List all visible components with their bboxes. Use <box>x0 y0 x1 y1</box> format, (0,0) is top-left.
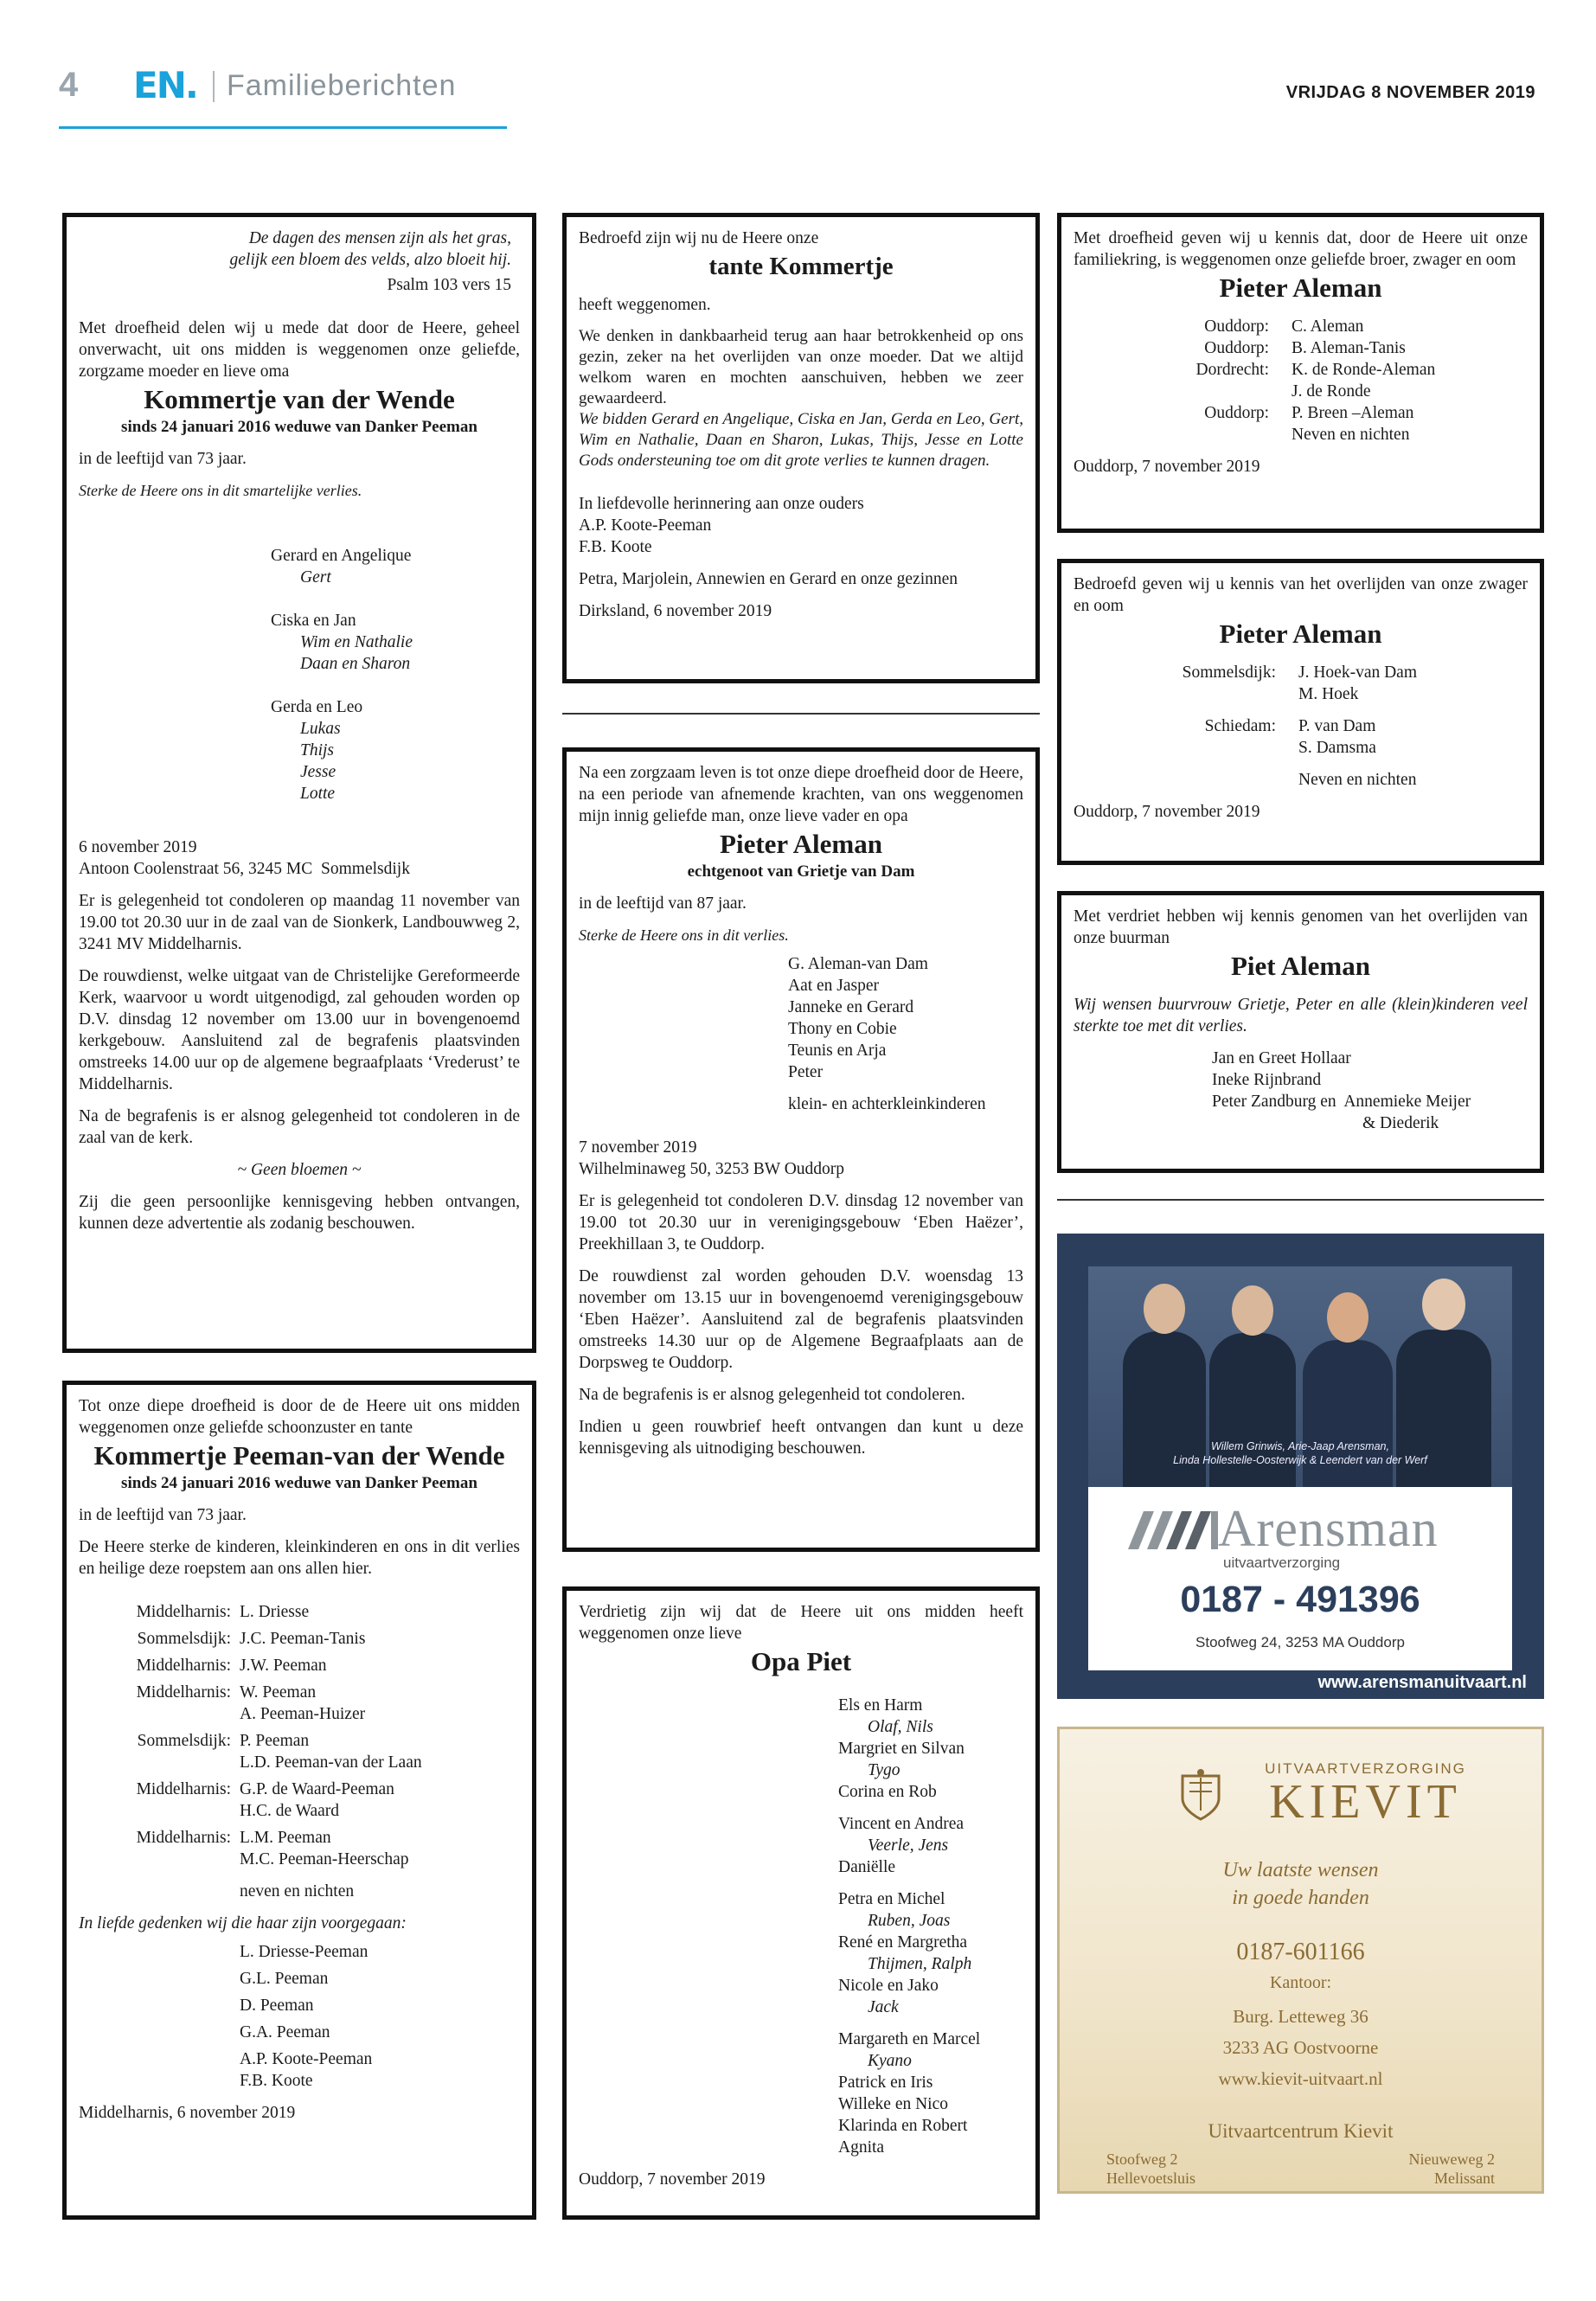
family-line: Thijs <box>300 741 335 760</box>
memory-line: F.B. Koote <box>579 538 652 556</box>
kievit-advertisement[interactable] <box>1057 1727 1544 2194</box>
notice-date: 7 november 2019 <box>579 1138 697 1157</box>
notice-intro: Bedroefd geven wij u kennis van het overlijden van onze zwager en oom <box>1074 575 1528 615</box>
condolence-info: Er is gelegenheid tot condoleren D.V. dinsdag 12 november van 19.00 tot 20.30 uur in verenigingsgebouw ‘Eben Haëzer’, Preekhillaan 3, te Ouddorp. <box>579 1192 1023 1253</box>
family-list <box>79 545 520 804</box>
age-line: in de leeftijd van 73 jaar. <box>79 450 247 468</box>
notice-place-date: Dirksland, 6 november 2019 <box>579 602 772 620</box>
service-info: De rouwdienst zal worden gehouden D.V. woensdag 13 november om 13.15 uur in bovengenoemd verenigingsgebouw ‘Eben Haëzer’. Aansluitend zal de begrafenis plaatsvinden omstreeks 14.30 uur op de Algemene Begraafplaats aan de Dorpsweg te Ouddorp. <box>579 1267 1023 1372</box>
ad-website-link[interactable]: www.kievit-uitvaart.nl <box>1218 2068 1383 2089</box>
header-rule <box>59 126 507 129</box>
ad-street: Burg. Letteweg 36 <box>1233 2006 1368 2027</box>
relatives-table: Sommelsdijk: J. Hoek-van Dam M. Hoek Schiedam: P. van Dam S. Damsma Neven en nichten <box>1182 663 1418 789</box>
notice-date: 6 november 2019 <box>79 838 197 856</box>
after-funeral-info: Na de begrafenis is er alsnog gelegenheid tot condoleren. <box>579 1386 965 1404</box>
memory-line: In liefdevolle herinnering aan onze ouders <box>579 495 864 513</box>
newspaper-logo[interactable]: EN. <box>133 64 197 106</box>
wish-text: Wij wensen buurvrouw Grietje, Peter en alle (klein)kinderen veel sterkte toe met dit verlies. <box>1074 996 1528 1035</box>
deceased-subtitle: echtgenoot van Grietje van Dam <box>687 862 915 881</box>
ad-website-link[interactable]: www.arensmanuitvaart.nl <box>1317 1673 1527 1692</box>
signers: Petra, Marjolein, Annewien en Gerard en onze gezinnen <box>579 570 958 588</box>
notice-place-date: Ouddorp, 7 november 2019 <box>1074 458 1260 476</box>
deceased-name: Piet Aleman <box>1231 951 1370 981</box>
deceased-name: Pieter Aleman <box>1219 619 1382 649</box>
predeceased-list: L. Driesse-Peeman G.L. Peeman D. Peeman G.A. Peeman A.P. Koote-Peeman F.B. Koote <box>240 1943 373 2090</box>
header-divider <box>213 71 215 102</box>
deceased-name: Opa Piet <box>750 1646 852 1676</box>
relatives-table: Middelharnis: L. Driesse Sommelsdijk: J.C. Peeman-Tanis Middelharnis: J.W. Peeman Middelharnis: W. Peeman A. Peeman-Huizer Sommelsdijk: P. Peeman L.D. Peeman-van der Laan Middelharnis: G.P. de Waard-Peeman H.C. de Waard Middelharnis: L.M. Peeman M.C. Peeman-Heerschap neven en nichten <box>136 1603 422 1900</box>
notice-pieter-aleman-uncle <box>1057 559 1544 865</box>
arensman-advertisement[interactable] <box>1057 1234 1544 1699</box>
no-flowers: ~ Geen bloemen ~ <box>237 1161 362 1179</box>
deceased-name: tante Kommertje <box>708 253 894 280</box>
notice-intro: Tot onze diepe droefheid is door de de Heere uit ons midden weggenomen onze geliefde schoonzuster en tante <box>79 1397 520 1437</box>
deceased-name: Pieter Aleman <box>720 829 882 859</box>
ad-centre-name: Uitvaartcentrum Kievit <box>1208 2120 1394 2142</box>
family-line: Ciska en Jan <box>271 612 356 630</box>
notice-intro: Bedroefd zijn wij nu de Heere onze <box>579 229 819 247</box>
ad-slogan-1: Uw laatste wensen <box>1222 1859 1379 1881</box>
page-number: 4 <box>59 66 79 104</box>
ad-brand: Arensman <box>1218 1500 1439 1557</box>
notice-address: Wilhelminaweg 50, 3253 BW Ouddorp <box>579 1160 845 1178</box>
notice-kommertje-peeman <box>62 1381 536 2220</box>
family-line: Jesse <box>300 763 337 781</box>
after-funeral-info: Na de begrafenis is er alsnog gelegenheid tot condoleren in de zaal van de kerk. <box>79 1107 520 1147</box>
notice-intro: Met droefheid delen wij u mede dat door de Heere, geheel onverwacht, uit ons midden is weggenomen onze geliefde, zorgzame moeder en lieve oma <box>79 319 520 381</box>
ad-slogan-2: in goede handen <box>1232 1887 1369 1909</box>
family-line: Gerard en Angelique <box>271 547 412 565</box>
ad-kicker: UITVAARTVERZORGING <box>1265 1760 1466 1777</box>
prayer-text: We bidden Gerard en Angelique, Ciska en Jan, Gerda en Leo, Gert, Wim en Nathalie, Daan en Sharon, Lukas, Thijs, Jesse en Lotte Gods ondersteuning toe om dit grote verlies te kunnen dragen. <box>579 410 1023 470</box>
notice-line: heeft weggenomen. <box>579 296 711 314</box>
notice-address: Antoon Coolenstraat 56, 3245 MC Sommelsdijk <box>79 860 410 878</box>
column-divider <box>562 713 1040 715</box>
issue-date: VRIJDAG 8 NOVEMBER 2019 <box>1285 83 1535 102</box>
ad-city: 3233 AG Oostvoorne <box>1222 2037 1379 2058</box>
notice-kommertje-van-der-wende <box>62 213 536 1353</box>
ad-phone[interactable]: 0187 - 491396 <box>1180 1579 1420 1620</box>
ad-panel <box>1088 1487 1512 1670</box>
notice-pieter-aleman-spouse <box>562 747 1040 1552</box>
ad-address: Stoofweg 24, 3253 MA Ouddorp <box>1195 1634 1405 1650</box>
notice-opa-piet <box>562 1586 1040 2220</box>
condolence-info: Er is gelegenheid tot condoleren op maandag 11 november van 19.00 tot 20.30 uur in de zaal van de Sionkerk, Landbouwweg 2, 3241 MV Middelharnis. <box>79 892 520 953</box>
ad-brand: KIEVIT <box>1269 1775 1462 1829</box>
closing-note: Zij die geen persoonlijke kennisgeving hebben ontvangen, kunnen deze advertentie als zodanig beschouwen. <box>79 1193 520 1233</box>
deceased-name: Kommertje van der Wende <box>144 384 455 414</box>
closing-note: Indien u geen rouwbrief heeft ontvangen dan kunt u deze kennisgeving als uitnodiging beschouwen. <box>579 1418 1023 1458</box>
signers: Jan en Greet Hollaar Ineke Rijnbrand Peter Zandburg en Annemieke Meijer & Diederik <box>1212 1049 1471 1132</box>
family-line: Lotte <box>300 785 336 803</box>
notice-place-date: Ouddorp, 7 november 2019 <box>579 2170 766 2189</box>
section-title: Familieberichten <box>227 69 457 102</box>
gratitude-text: We denken in dankbaarheid terug aan haar betrokkenheid op ons gezin, zeker na het overlijden van onze moeder. Dat we altijd welkom waren en mochten aanschuiven, hebben we zeer gewaardeerd. <box>579 327 1023 407</box>
prayer-line: Sterke de Heere ons in dit verlies. <box>579 926 789 944</box>
ad-phone[interactable]: 0187-601166 <box>1236 1939 1365 1965</box>
notice-piet-aleman-neighbour <box>1057 891 1544 1173</box>
verse-line-2: gelijk een bloem des velds, alzo bloeit hij. <box>229 251 511 269</box>
family-list: G. Aleman-van Dam Aat en Jasper Janneke en Gerard Thony en Cobie Teunis en Arja Peter klein- en achterkleinkinderen <box>788 955 986 1113</box>
photo-caption: Willem Grinwis, Arie-Jaap Arensman, Linda Hollestelle-Oosterwijk & Leendert van der Werf <box>1173 1440 1427 1466</box>
age-line: in de leeftijd van 73 jaar. <box>79 1506 247 1524</box>
family-line: Daan en Sharon <box>300 655 411 673</box>
verse-reference: Psalm 103 vers 15 <box>387 276 511 294</box>
notice-pieter-aleman-brother <box>1057 213 1544 533</box>
deceased-subtitle: sinds 24 januari 2016 weduwe van Danker Peeman <box>121 1474 478 1492</box>
ad-brand-subtitle: uitvaartverzorging <box>1223 1554 1341 1571</box>
deceased-name: Kommertje Peeman-van der Wende <box>93 1440 505 1471</box>
family-line: Wim en Nathalie <box>300 633 413 651</box>
service-info: De rouwdienst, welke uitgaat van de Christelijke Gereformeerde Kerk, waarvoor u wordt uitgenodigd, zal gehouden worden op D.V. dinsdag 12 november om 13.00 uur in bovengenoemd kerkgebouw. Aansluitend zal de begrafenis plaatsvinden omstreeks 14.00 uur op de algemene begraafplaats ‘Vrederust’ te Middelharnis. <box>79 967 520 1093</box>
family-line: Gert <box>300 568 331 586</box>
deceased-subtitle: sinds 24 januari 2016 weduwe van Danker Peeman <box>121 418 478 436</box>
notice-intro: Met verdriet hebben wij kennis genomen van het overlijden van onze buurman <box>1074 907 1528 947</box>
notice-tante-kommertje <box>562 213 1040 683</box>
notice-intro: Met droefheid geven wij u kennis dat, door de Heere uit onze familiekring, is weggenomen onze geliefde broer, zwager en oom <box>1074 229 1528 269</box>
age-line: in de leeftijd van 87 jaar. <box>579 894 747 913</box>
family-line: Gerda en Leo <box>271 698 363 716</box>
ad-location-right: Nieuweweg 2 Melissant <box>1408 2150 1495 2187</box>
ad-office-label: Kantoor: <box>1269 1973 1332 1992</box>
remembrance-line: In liefde gedenken wij die haar zijn voorgegaan: <box>79 1914 407 1932</box>
deceased-name: Pieter Aleman <box>1219 272 1382 303</box>
ad-location-left: Stoofweg 2 Hellevoetsluis <box>1106 2150 1195 2187</box>
prayer-line: De Heere sterke de kinderen, kleinkinderen en ons in dit verlies en heilige deze roepstem aan ons allen hier. <box>79 1538 520 1578</box>
notice-intro: Na een zorgzaam leven is tot onze diepe droefheid door de Heere, na een periode van afnemende krachten, van ons weggenomen mijn innig geliefde man, onze lieve vader en opa <box>579 764 1023 825</box>
notice-place-date: Middelharnis, 6 november 2019 <box>79 2104 296 2122</box>
family-list: Els en Harm Olaf, Nils Margriet en Silvan Tygo Corina en Rob Vincent en Andrea Veerle, Jens Daniëlle Petra en Michel Ruben, Joas René en Margretha Thijmen, Ralph Nicole en Jako Jack Margareth en Marcel Kyano Patrick en Iris Willeke en Nico Klarinda en Robert Agnita <box>838 1696 981 2157</box>
family-line: Lukas <box>300 720 341 738</box>
prayer-line: Sterke de Heere ons in dit smartelijke verlies. <box>79 482 362 499</box>
verse-line-1: De dagen des mensen zijn als het gras, <box>248 229 511 247</box>
notice-place-date: Ouddorp, 7 november 2019 <box>1074 803 1260 821</box>
relatives-table: Ouddorp: C. Aleman Ouddorp: B. Aleman-Tanis Dordrecht: K. de Ronde-Aleman J. de Ronde Ouddorp: P. Breen –Aleman Neven en nichten <box>1195 317 1436 444</box>
column-divider <box>1057 1199 1544 1201</box>
memory-line: A.P. Koote-Peeman <box>579 516 712 535</box>
arensman-logo-icon <box>1128 1506 1223 1554</box>
notice-intro: Verdrietig zijn wij dat de Heere uit ons midden heeft weggenomen onze lieve <box>579 1603 1023 1643</box>
